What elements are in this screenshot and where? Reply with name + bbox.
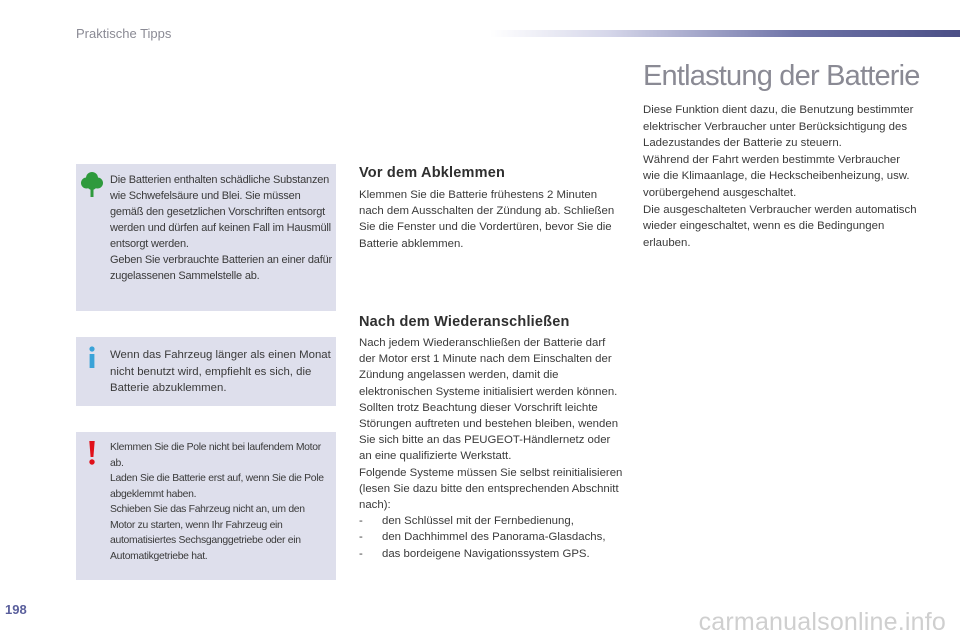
- watermark: carmanualsonline.info: [698, 608, 946, 636]
- note-paragraph: Laden Sie die Batterie erst auf, wenn Sie die Pole abgeklemmt haben.: [110, 473, 324, 500]
- section-body-reconnect: [359, 335, 624, 562]
- intro-paragraph: Die ausgeschalteten Verbraucher werden automatisch wieder eingeschaltet, wenn es die Bedingungen erlauben.: [643, 203, 917, 249]
- body-paragraph: Klemmen Sie die Batterie frühestens 2 Minuten nach dem Ausschalten der Zündung ab. Schließen Sie die Fenster und die Vordertüren, bevor Sie die Batterie abklemmen.: [359, 189, 615, 250]
- list-item: [359, 513, 624, 529]
- list-item-text: den Schlüssel mit der Fernbedienung,: [382, 515, 574, 528]
- list-marker: -: [359, 547, 363, 560]
- warning-note-text: [110, 440, 332, 564]
- body-paragraph: Nach jedem Wiederanschließen der Batterie darf der Motor erst 1 Minute nach dem Einschalten der Zündung angelassen werden, damit die elektronischen Systeme initialisiert werden können. Sollten trotz Beachtung dieser Vorschrift leichte Störungen auftreten und bestehen bleiben, wenden Sie sich bitte an das PEUGEOT-Händlernetz oder an eine qualifizierte Werkstatt.: [359, 337, 619, 463]
- list-item: [359, 529, 624, 545]
- list-item-text: den Dachhimmel des Panorama-Glasdachs,: [382, 531, 606, 544]
- info-icon: [80, 343, 104, 371]
- environment-note-text: [110, 172, 332, 284]
- section-title-reconnect: Nach dem Wiederanschließen: [359, 314, 570, 330]
- note-paragraph: Schieben Sie das Fahrzeug nicht an, um den Motor zu starten, wenn Ihr Fahrzeug ein automatisiertes Sechsganggetriebe oder ein Automatikgetriebe hat.: [110, 504, 305, 562]
- list-marker: -: [359, 515, 363, 528]
- body-paragraph: Folgende Systeme müssen Sie selbst reinitialisieren (lesen Sie dazu bitte den entsprechenden Abschnitt nach):: [359, 466, 623, 512]
- tree-icon: [80, 170, 104, 198]
- warning-note-box: [76, 432, 336, 580]
- intro-paragraph: Während der Fahrt werden bestimmte Verbraucher wie die Klimaanlage, die Heckscheibenheizung, usw. vorübergehend ausgeschaltet.: [643, 153, 910, 199]
- note-paragraph: Die Batterien enthalten schädliche Substanzen wie Schwefelsäure und Blei. Sie müssen gemäß den gesetzlichen Vorschriften entsorgt werden und dürfen auf keinen Fall im Hausmüll entsorgt werden.: [110, 174, 331, 250]
- list-item-text: das bordeigene Navigationssystem GPS.: [382, 547, 590, 560]
- page-title: Entlastung der Batterie: [643, 60, 920, 92]
- section-title-disconnect: Vor dem Abklemmen: [359, 165, 506, 181]
- section-header: Praktische Tipps: [76, 26, 172, 41]
- section-body-disconnect: [359, 187, 624, 252]
- environment-note-box: [76, 164, 336, 311]
- page-number: 198: [5, 602, 27, 617]
- system-list: [359, 513, 624, 562]
- intro-paragraph: Diese Funktion dient dazu, die Benutzung bestimmter elektrischer Verbraucher unter Berücksichtigung des Ladezustandes der Batterie zu steuern.: [643, 104, 914, 150]
- info-note-text: [110, 347, 332, 397]
- list-item: [359, 546, 624, 562]
- note-paragraph: Geben Sie verbrauchte Batterien an einer dafür zugelassenen Sammelstelle ab.: [110, 254, 332, 282]
- header-rule: [490, 30, 960, 37]
- exclamation-icon: [80, 438, 104, 466]
- note-paragraph: Wenn das Fahrzeug länger als einen Monat nicht benutzt wird, empfiehlt es sich, die Batterie abzuklemmen.: [110, 349, 331, 395]
- list-marker: -: [359, 531, 363, 544]
- info-note-box: [76, 337, 336, 406]
- note-paragraph: Klemmen Sie die Pole nicht bei laufendem Motor ab.: [110, 442, 321, 469]
- intro-text: [643, 102, 918, 251]
